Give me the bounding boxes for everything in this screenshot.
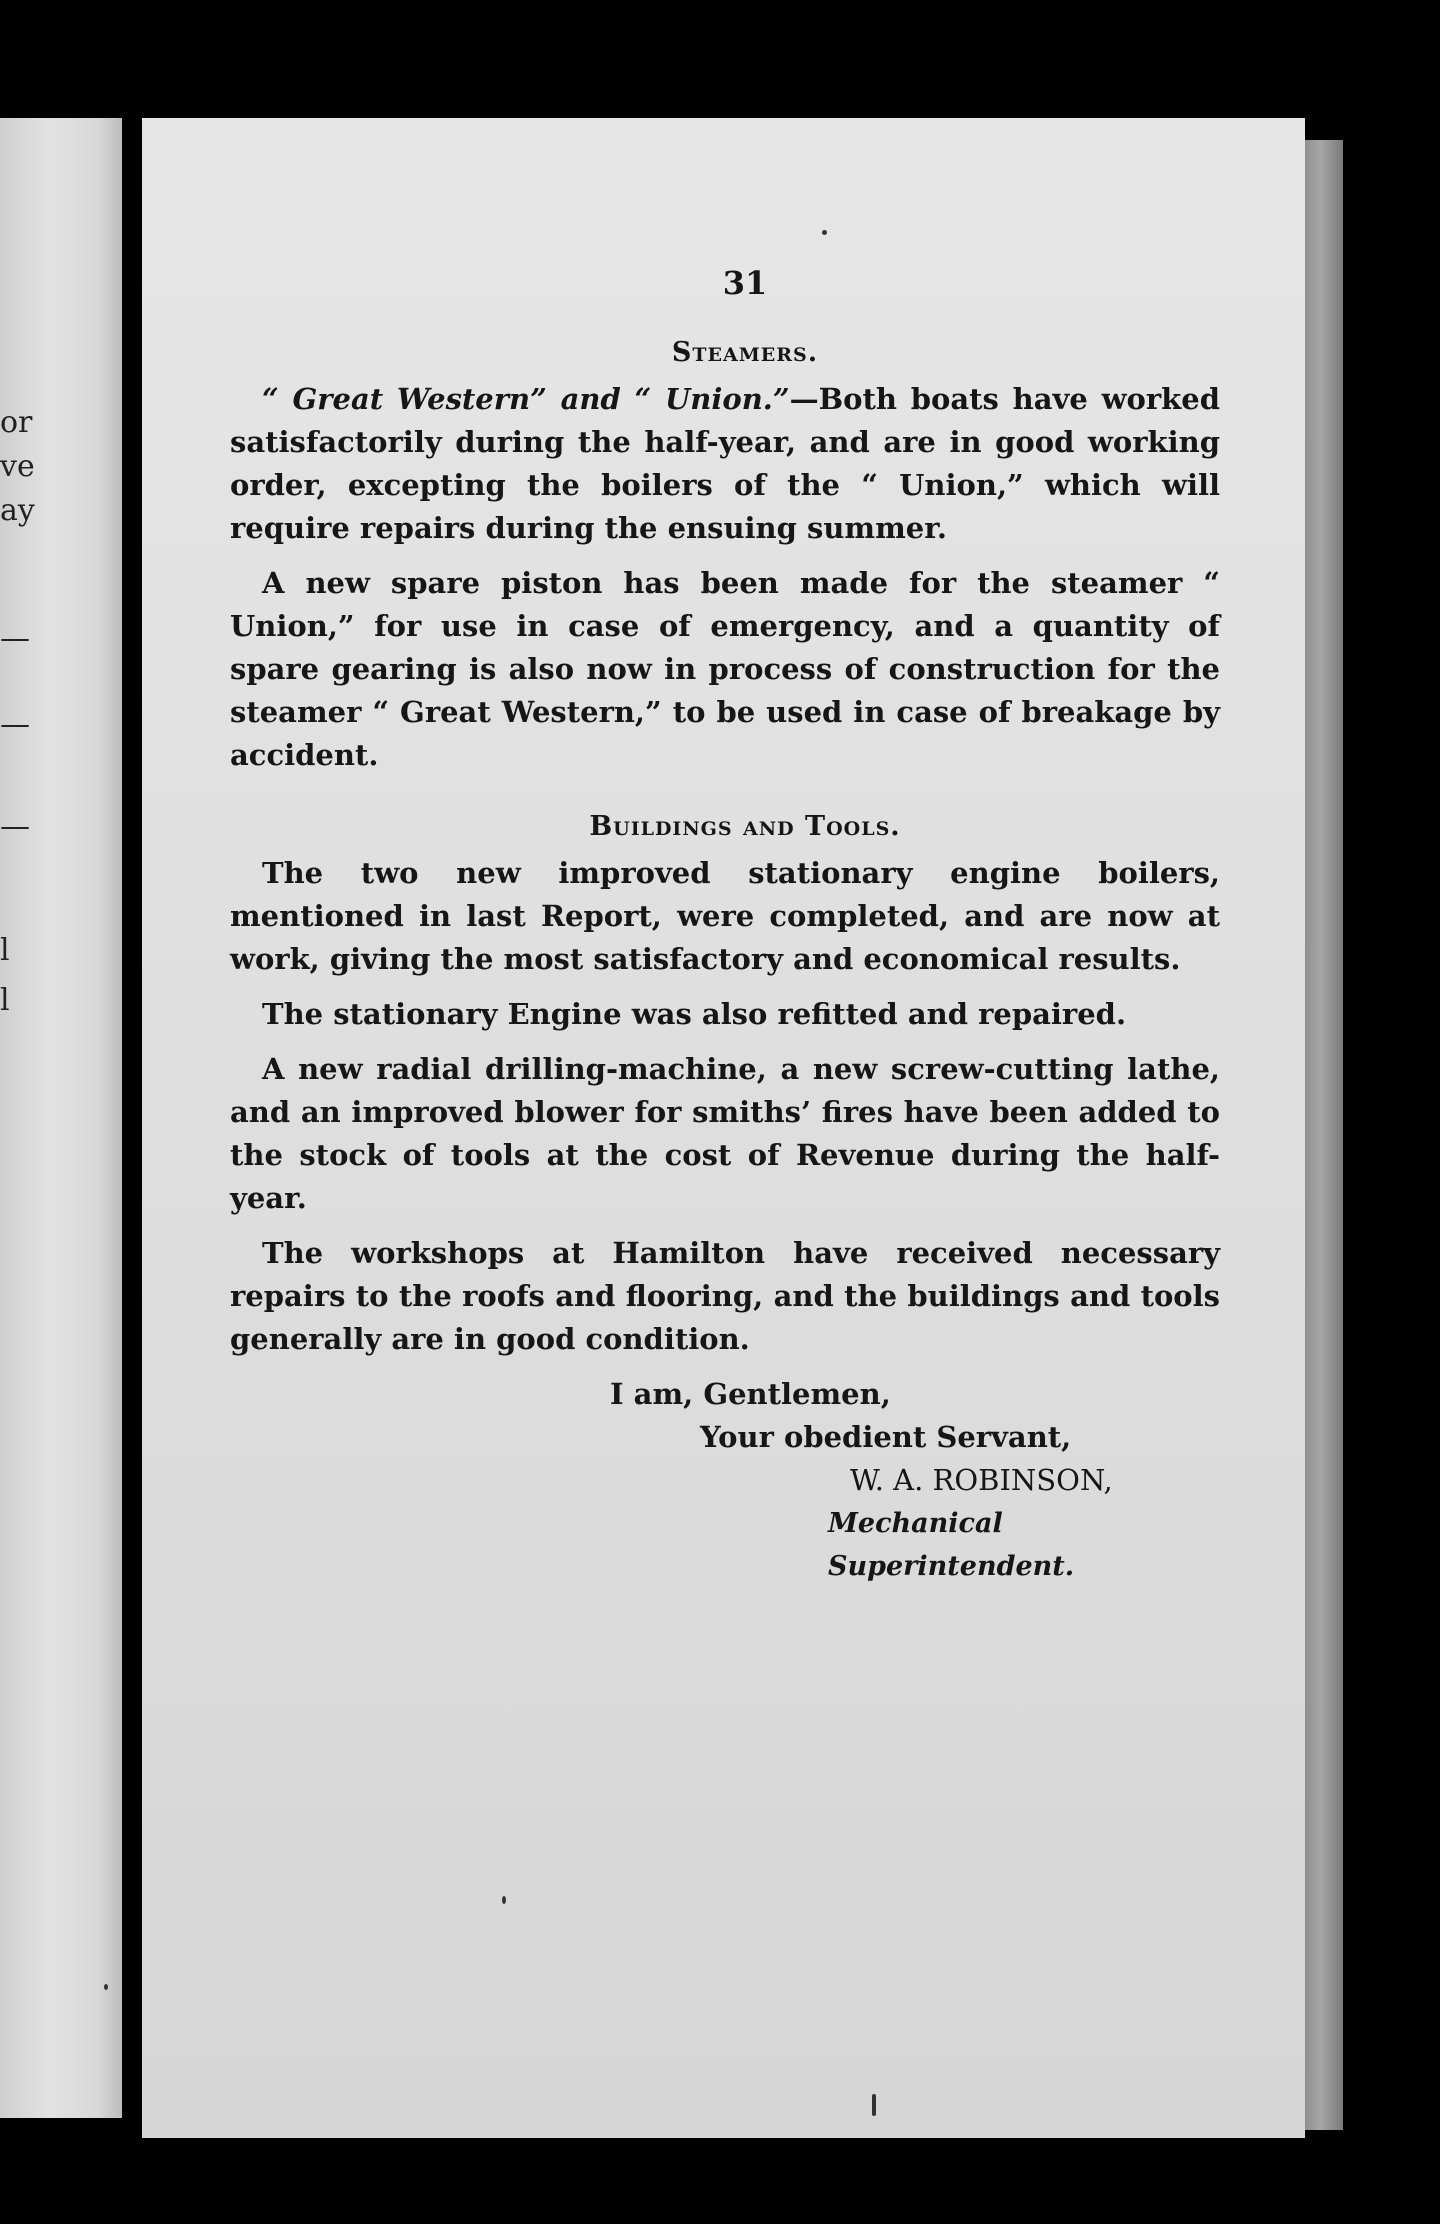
paper-speck xyxy=(872,2094,876,2116)
left-page-fragment xyxy=(0,118,122,2118)
signatory-name: W. A. ROBINSON, xyxy=(850,1463,1113,1497)
document-page xyxy=(142,118,1305,2138)
left-fragment-text: or xyxy=(0,405,33,440)
paragraph-text: —Both boats have worked satisfactorily during the half-year, and are in good working order, excepting the boilers of the “ Union,” which will require repairs during the ensuing summer. xyxy=(230,382,1220,545)
left-fragment-text: — xyxy=(0,621,30,656)
paragraph-lead-italic: “ Great Western” and “ Union.” xyxy=(262,382,790,416)
paragraph-text: A new spare piston has been made for the steamer “ Union,” for use in case of emergency, and a quantity of spare gearing is also now in process of construction for the steamer “ Great Western,” to be used in case of breakage by accident. xyxy=(230,566,1220,772)
page-number: 31 xyxy=(722,264,768,302)
left-fragment-text: — xyxy=(0,707,30,742)
paragraph xyxy=(230,562,1220,777)
paragraph xyxy=(230,1048,1220,1220)
closing-valediction: Your obedient Servant, xyxy=(700,1420,1072,1454)
paragraph xyxy=(230,852,1220,981)
left-fragment-text: — xyxy=(0,809,30,844)
book-gutter xyxy=(122,0,142,2224)
paper-speck xyxy=(502,1896,506,1904)
left-fragment-text: l xyxy=(0,983,10,1018)
signatory-title: Mechanical Superintendent. xyxy=(828,1508,1075,1582)
paragraph xyxy=(230,1232,1220,1361)
paragraph xyxy=(230,378,1220,550)
page-edge-shadow xyxy=(1305,140,1343,2130)
paragraph xyxy=(230,993,1220,1036)
closing-salutation: I am, Gentlemen, xyxy=(610,1377,891,1411)
paragraph-text: A new radial drilling-machine, a new screw-cutting lathe, and an improved blower for smiths’ fires have been added to the stock of tools at the cost of Revenue during the half-year. xyxy=(230,1052,1220,1215)
paper-speck xyxy=(104,1984,108,1990)
paragraph-text: The workshops at Hamilton have received necessary repairs to the roofs and flooring, and the buildings and tools generally are in good condition. xyxy=(230,1236,1220,1356)
page-text-block xyxy=(230,262,1220,1588)
left-fragment-text: ve xyxy=(0,449,35,484)
paper-speck xyxy=(822,230,827,235)
paragraph-text: The two new improved stationary engine boilers, mentioned in last Report, were completed, and are now at work, giving the most satisfactory and economical results. xyxy=(230,856,1220,976)
section-heading-steamers: Steamers. xyxy=(671,337,819,368)
paragraph-text: The stationary Engine was also refitted and repaired. xyxy=(262,997,1127,1031)
left-fragment-text: l xyxy=(0,933,10,968)
section-heading-buildings-and-tools: Buildings and Tools. xyxy=(589,811,901,842)
left-fragment-text: ay xyxy=(0,493,35,528)
